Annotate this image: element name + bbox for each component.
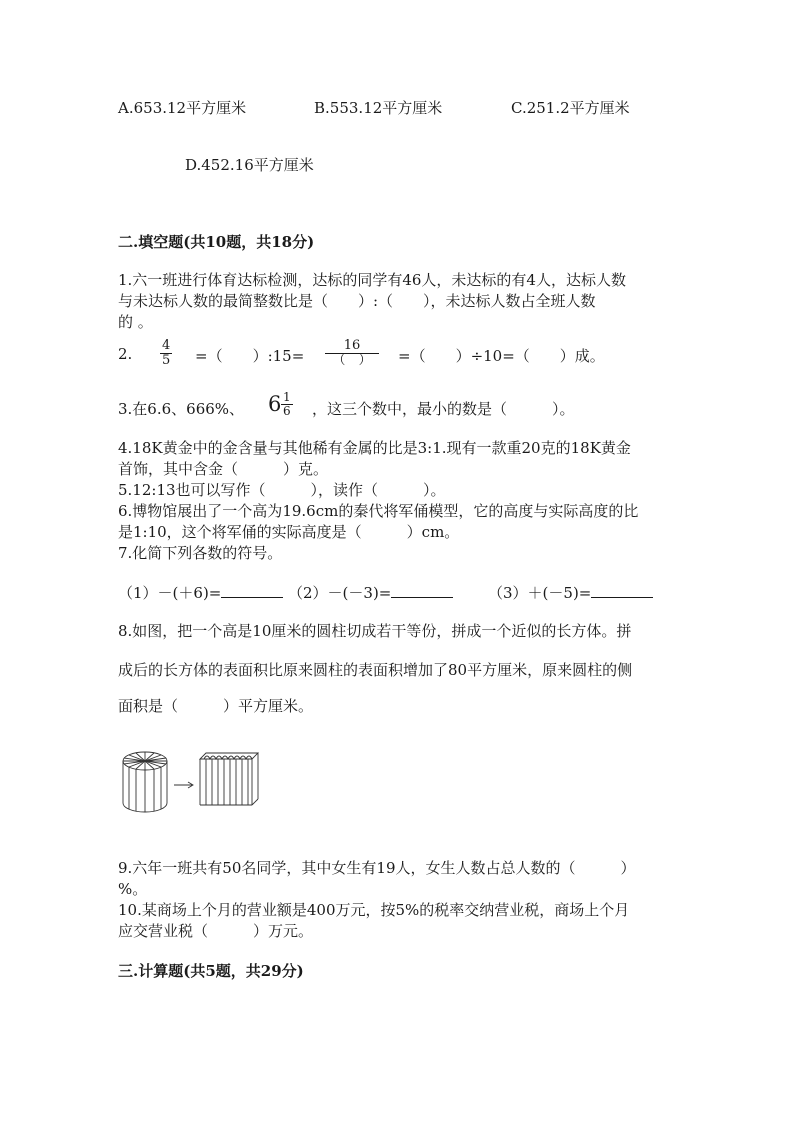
q3-fraction-denominator: 6 [283,404,291,419]
q7-item-3-text: （3）＋(－5)= [488,584,592,602]
q10-line2: 应交营业税（ ）万元。 [118,922,314,940]
q4-line1: 4.18K黄金中的金含量与其他稀有金属的比是3:1.现有一款重20克的18K黄金 [118,439,631,457]
q7-item-2 [288,582,453,603]
q9-line1: 9.六年一班共有50名同学，其中女生有19人，女生人数占总人数的（ ） [118,859,636,877]
q7-title: 7.化简下列各数的符号。 [118,544,283,562]
q5-text: 5.12:13也可以写作（ ），读作（ ）。 [118,481,446,499]
q3-suffix: ，这三个数中，最小的数是（ ）。 [312,400,575,418]
q3-fraction-numerator: 1 [283,390,291,404]
q2-fraction-1-denominator: 5 [162,353,171,369]
q6-line1: 6.博物馆展出了一个高为19.6cm的秦代将军俑模型，它的高度与实际高度的比 [118,502,639,520]
q3-mixed-fraction [281,391,293,418]
option-a: A.653.12平方厘米 [118,99,247,117]
section3-heading: 三.计算题(共5题，共29分) [118,962,304,980]
q2-fraction-1-numerator: 4 [162,338,171,353]
q2-fraction-2-numerator: 16 [325,339,379,354]
q2-number: 2. [118,345,133,363]
q2-fraction-2-denominator: （ ） [332,353,372,369]
cylinder-to-cuboid-figure [118,745,268,815]
option-b: B.553.12平方厘米 [314,99,443,117]
q7-item-1 [118,582,283,603]
q7-item-1-text: （1）－(＋6)= [118,584,222,602]
q1-line1: 1.六一班进行体育达标检测，达标的同学有46人，未达标的有4人，达标人数 [118,271,626,289]
section2-heading: 二.填空题(共10题，共18分) [118,233,315,251]
q1-line2: 与未达标人数的最简整数比是（ ）:（ ），未达标人数占全班人数 [118,292,596,310]
q6-line2: 是1:10，这个将军俑的实际高度是（ ）cm。 [118,523,460,541]
q4-line2: 首饰，其中含金（ ）克。 [118,460,329,478]
q3-prefix: 3.在6.6、666%、 [118,400,245,418]
q7-item-3 [488,582,653,603]
q7-item-2-text: （2）－(－3)= [288,584,392,602]
option-c: C.251.2平方厘米 [511,99,630,117]
q8-line1: 8.如图，把一个高是10厘米的圆柱切成若干等份，拼成一个近似的长方体。拼 [118,622,632,640]
q8-line2: 成后的长方体的表面积比原来圆柱的表面积增加了80平方厘米，原来圆柱的侧 [118,661,633,679]
q9-line2: %。 [118,880,148,898]
q2-part1: =（ ）:15= [195,347,305,365]
q10-line1: 10.某商场上个月的营业额是400万元，按5%的税率交纳营业税，商场上个月 [118,901,630,919]
option-d: D.452.16平方厘米 [185,156,314,174]
q1-line3: 的 。 [118,313,153,331]
q7-answer-blank-1 [221,583,283,598]
q7-answer-blank-3 [591,583,653,598]
q8-line3: 面积是（ ）平方厘米。 [118,697,314,715]
q2-fraction-1 [160,339,172,369]
q2-fraction-2 [325,339,379,369]
q7-answer-blank-2 [391,583,453,598]
q2-part2: =（ ）÷10=（ ）成。 [398,347,605,365]
q3-mixed-whole: 6 [268,392,282,416]
